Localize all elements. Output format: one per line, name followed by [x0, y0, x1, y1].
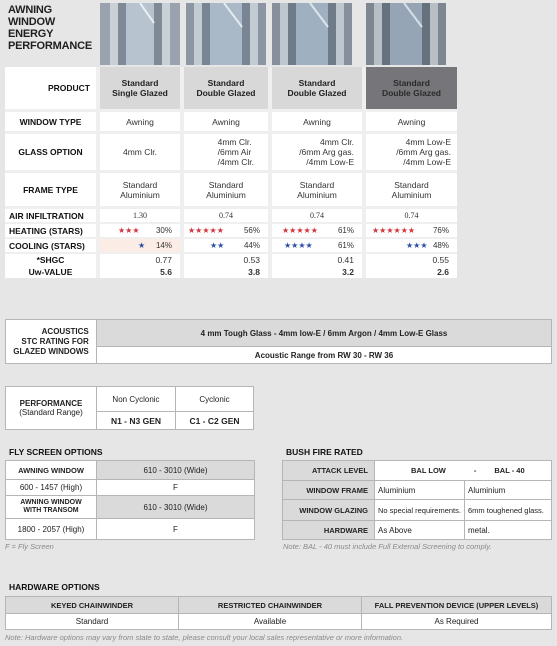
product-line: Single Glazed	[112, 88, 168, 98]
fly-screen-note: F = Fly Screen	[5, 542, 54, 551]
heating-pct: 76%	[432, 225, 449, 235]
label-heating: HEATING (STARS)	[5, 224, 96, 237]
fly-row3-label-line: AWNING WINDOW	[20, 499, 82, 506]
divider	[464, 481, 465, 539]
fly-row3-label	[6, 496, 96, 518]
frame-line: Standard	[208, 179, 244, 190]
glass-line: /4mm Low-E	[306, 157, 354, 167]
bush-attack-high: BAL - 40	[494, 466, 525, 475]
air-3: 0.74	[272, 209, 362, 222]
air-2: 0.74	[184, 209, 268, 222]
heating-3	[272, 224, 362, 237]
cooling-stars: ★	[138, 240, 146, 250]
divider	[374, 461, 375, 539]
cooling-pct: 44%	[243, 240, 260, 250]
frame-line: Aluminium	[297, 189, 337, 200]
label-frame-type: FRAME TYPE	[5, 173, 96, 206]
divider	[361, 597, 362, 629]
divider	[96, 461, 97, 539]
title-line: ENERGY	[8, 28, 54, 40]
product-line: Double Glazed	[287, 88, 347, 98]
divider	[178, 597, 179, 629]
fly-row4-label: 1800 - 2057 (High)	[17, 524, 85, 534]
label-cooling: COOLING (STARS)	[5, 239, 96, 252]
fly-row1-label: AWNING WINDOW	[18, 465, 84, 475]
frame-type-1	[100, 173, 180, 206]
heating-pct: 30%	[155, 225, 172, 235]
frame-line: Aluminium	[391, 189, 432, 200]
cooling-stars: ★★★★	[284, 240, 313, 250]
product-2	[184, 67, 268, 109]
product-3	[272, 67, 362, 109]
bush-hardware-high: metal.	[468, 525, 490, 535]
hardware-col1-head: KEYED CHAINWINDER	[6, 597, 178, 613]
acoustics-label-line: STC RATING FOR	[21, 336, 89, 346]
glass-option-1	[100, 134, 180, 170]
title-line: PERFORMANCE	[8, 40, 92, 52]
hardware-col3-head: FALL PREVENTION DEVICE (UPPER LEVELS)	[362, 597, 551, 613]
heating-stars: ★★★★★★	[372, 225, 416, 235]
fly-screen-heading: FLY SCREEN OPTIONS	[9, 447, 103, 457]
frame-line: Standard	[299, 179, 335, 190]
glass-line: 4mm Low-E	[405, 137, 451, 147]
hardware-heading: HARDWARE OPTIONS	[9, 582, 100, 592]
product-line: Standard	[121, 78, 159, 88]
window-image-3	[272, 3, 352, 65]
glass-line: /6mm Arg gas.	[396, 147, 451, 157]
bush-hardware-label: HARDWARE	[283, 521, 374, 539]
glass-line: 4mm Clr.	[320, 137, 354, 147]
label-glass-option: GLASS OPTION	[5, 134, 96, 170]
performance-label	[6, 387, 96, 429]
heating-stars: ★★★★★	[188, 225, 224, 235]
heating-2	[184, 224, 268, 237]
acoustics-label-line: ACOUSTICS	[41, 326, 89, 336]
bush-attack-levels	[375, 461, 551, 480]
glass-line: 4mm Clr.	[217, 137, 252, 147]
heating-4	[366, 224, 457, 237]
bush-attack-label: ATTACK LEVEL	[283, 461, 374, 480]
hardware-col3-value: As Required	[434, 617, 479, 626]
shgc-4: 0.55	[366, 254, 457, 266]
hardware-col1-value: Standard	[75, 617, 109, 626]
hardware-col2-value: Available	[253, 617, 287, 626]
product-4	[366, 67, 457, 109]
bush-glazing-label: WINDOW GLAZING	[283, 500, 374, 520]
bush-hardware-low: As Above	[378, 525, 412, 535]
product-line: Double Glazed	[381, 88, 442, 98]
glass-option-4	[366, 134, 457, 170]
uw-3: 3.2	[272, 266, 362, 278]
uw-2: 3.8	[184, 266, 268, 278]
product-line: Standard	[207, 78, 245, 88]
title-line: AWNING	[8, 4, 53, 16]
air-1: 1.30	[100, 209, 180, 222]
cooling-1	[100, 239, 180, 252]
window-image-4	[366, 3, 446, 65]
cooling-stars: ★★	[210, 240, 225, 250]
performance-col1-value: N1 - N3 GEN	[110, 415, 162, 426]
glass-line: /4mm Clr.	[217, 157, 254, 167]
performance-col2-head: Cyclonic	[199, 394, 230, 404]
uw-4: 2.6	[366, 266, 457, 278]
frame-line: Aluminium	[120, 189, 160, 200]
fly-row2-value: F	[173, 483, 178, 492]
frame-type-2	[184, 173, 268, 206]
shgc-3: 0.41	[272, 254, 362, 266]
frame-line: Aluminium	[206, 189, 246, 200]
bush-glazing-high: 6mm toughened glass.	[468, 505, 544, 515]
fly-row1-value: 610 - 3010 (Wide)	[97, 461, 254, 479]
cooling-2	[184, 239, 268, 252]
acoustics-label-line: GLAZED WINDOWS	[13, 346, 89, 356]
shgc-1: 0.77	[100, 254, 180, 266]
product-line: Standard	[393, 78, 430, 88]
hardware-note: Note: Hardware options may vary from state to state, please consult your local sales representative or more information.	[5, 633, 404, 642]
glass-line: 4mm Clr.	[123, 147, 157, 157]
frame-line: Standard	[394, 179, 429, 190]
cooling-pct: 14%	[155, 240, 172, 250]
cooling-pct: 61%	[337, 240, 354, 250]
fly-row4-value: F	[173, 524, 178, 534]
label-shgc: *SHGC	[5, 254, 96, 266]
cooling-3	[272, 239, 362, 252]
bush-attack-low: BAL LOW	[411, 466, 446, 475]
cooling-4	[366, 239, 457, 252]
performance-label-sub: (Standard Range)	[19, 408, 83, 417]
window-type-2: Awning	[184, 112, 268, 131]
glass-option-2	[184, 134, 268, 170]
cooling-pct: 48%	[432, 240, 449, 250]
title-line: WINDOW	[8, 16, 56, 28]
bush-frame-label: WINDOW FRAME	[283, 481, 374, 499]
label-uw-value: Uw-VALUE	[5, 266, 96, 278]
window-image-1	[100, 3, 180, 65]
heating-stars: ★★★	[118, 225, 140, 235]
fly-row3-value: 610 - 3010 (Wide)	[97, 496, 254, 518]
bush-fire-heading: BUSH FIRE RATED	[286, 447, 363, 457]
heating-pct: 56%	[243, 225, 260, 235]
label-window-type: WINDOW TYPE	[5, 112, 96, 131]
bush-attack-dash: -	[473, 466, 477, 475]
glass-line: /4mm Low-E	[403, 157, 451, 167]
bush-frame-low: Aluminium	[378, 485, 416, 495]
acoustics-row-1: 4 mm Tough Glass - 4mm low-E / 6mm Argon / 4mm Low-E Glass	[97, 320, 551, 346]
frame-type-3	[272, 173, 362, 206]
frame-line: Standard	[122, 179, 158, 190]
fly-row2-label: 600 - 1457 (High)	[19, 483, 83, 492]
fly-row3-label-line: WITH TRANSOM	[23, 507, 79, 514]
frame-type-4	[366, 173, 457, 206]
glass-line: /6mm Arg gas.	[299, 147, 354, 157]
performance-col1-head: Non Cyclonic	[112, 394, 160, 404]
label-product: PRODUCT	[5, 67, 96, 109]
product-line: Standard	[298, 78, 336, 88]
uw-1: 5.6	[100, 266, 180, 278]
bush-glazing-low: No special requirements.	[378, 505, 461, 515]
air-4: 0.74	[366, 209, 457, 222]
product-line: Double Glazed	[196, 88, 256, 98]
performance-col2-value: C1 - C2 GEN	[189, 415, 240, 426]
acoustics-label	[6, 320, 96, 363]
cooling-stars: ★★★	[406, 240, 428, 250]
page-title	[8, 4, 98, 52]
label-air-infiltration: AIR INFILTRATION	[5, 209, 96, 222]
heating-1	[100, 224, 180, 237]
glass-option-3	[272, 134, 362, 170]
hardware-col2-head: RESTRICTED CHAINWINDER	[179, 597, 361, 613]
window-type-3: Awning	[272, 112, 362, 131]
shgc-2: 0.53	[184, 254, 268, 266]
bush-frame-high: Aluminium	[468, 485, 506, 495]
bush-fire-note: Note: BAL - 40 must include Full External Screening to comply.	[283, 542, 492, 551]
window-type-1: Awning	[100, 112, 180, 131]
product-1	[100, 67, 180, 109]
glass-line: /6mm Air	[217, 147, 252, 157]
window-type-4: Awning	[366, 112, 457, 131]
heating-pct: 61%	[337, 225, 354, 235]
window-image-2	[186, 3, 266, 65]
performance-label-main: PERFORMANCE	[19, 399, 83, 408]
heating-stars: ★★★★★	[282, 225, 318, 235]
acoustics-row-2: Acoustic Range from RW 30 - RW 36	[254, 350, 394, 360]
